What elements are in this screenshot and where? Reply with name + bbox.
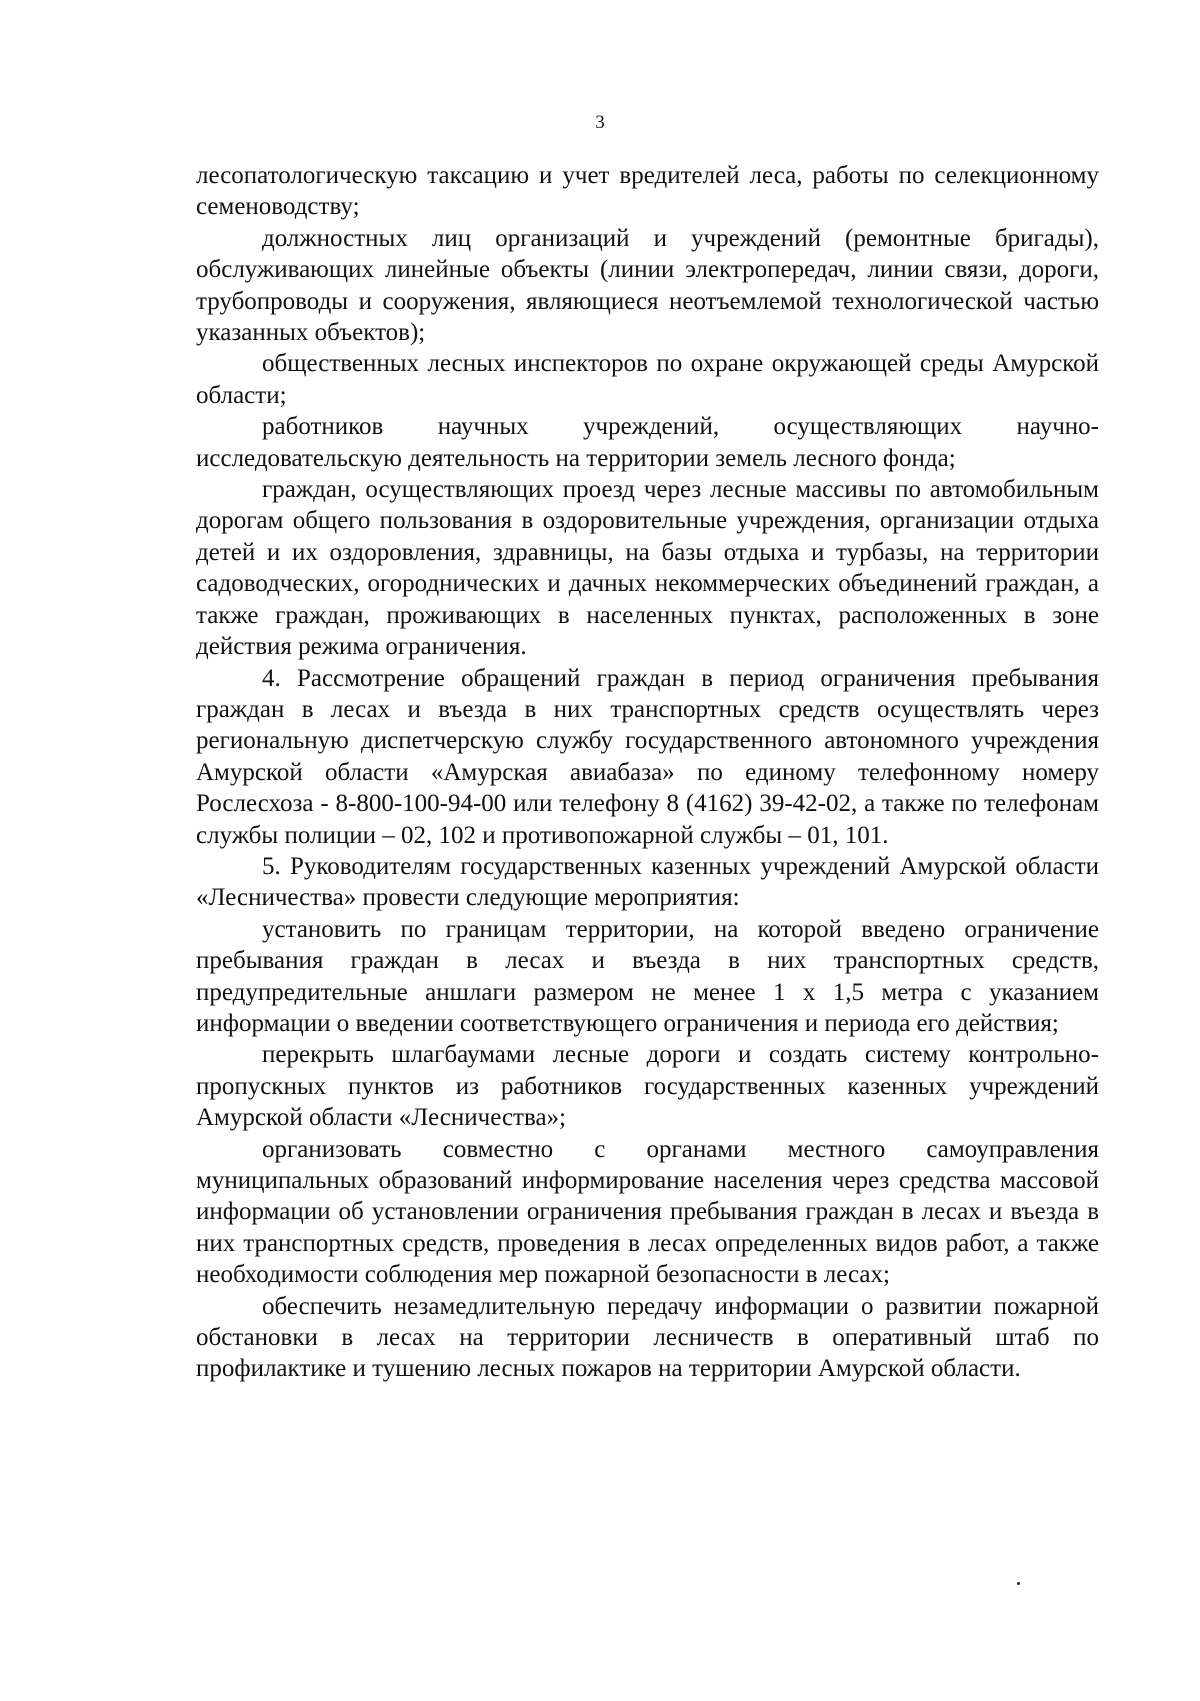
paragraph-item-4-appeals: 4. Рассмотрение обращений граждан в период ограничения пребывания граждан в лесах и въезда в них транспортных средств осуществлять через региональную диспетчерскую службу государственного автономного учреждения Амурской области «Амурская авиабаза» по единому телефонному номеру Рослесхоза - 8-800-100-94-00 или телефону 8 (4162) 39-42-02, а также по телефонам службы полиции – 02, 102 и противопожарной службы – 01, 101. [196,664,1099,849]
paragraph-researchers: работников научных учреждений, осуществляющих научно-исследовательскую деятельность на территории земель лесного фонда; [196,413,1099,472]
paragraph-citizens-travel: граждан, осуществляющих проезд через лесные массивы по автомобильным дорогам общего пользования в оздоровительные учреждения, организации отдыха детей и их оздоровления, здравницы, на базы отдыха и турбазы, на территории садоводческих, огороднических и дачных некоммерческих объединений граждан, а также граждан, проживающих в населенных пунктах, расположенных в зоне действия режима ограничения. [196,476,1099,661]
page-number: 3 [595,112,605,133]
document-body [196,160,1099,1385]
paragraph-inform-public: организовать совместно с органами местного самоуправления муниципальных образований информирование населения через средства массовой информации об установлении ограничения пребывания граждан в лесах и въезда в них транспортных средств, проведения в лесах определенных видов работ, а также необходимости соблюдения мер пожарной безопасности в лесах; [196,1135,1099,1289]
paragraph-item-5-heads: 5. Руководителям государственных казенных учреждений Амурской области «Лесничества» провести следующие мероприятия: [196,852,1099,912]
paragraph-install-signs: установить по границам территории, на которой введено ограничение пребывания граждан в лесах и въезда в них транспортных средств, предупредительные аншлаги размером не менее 1 х 1,5 метра с указанием информации о введении соответствующего ограничения и периода его действия; [196,915,1099,1037]
paragraph-officials: должностных лиц организаций и учреждений (ремонтные бригады), обслуживающих линейные объекты (линии электропередач, линии связи, дороги, трубопроводы и сооружения, являющиеся неотъемлемой технологической частью указанных объектов); [196,224,1099,347]
paragraph-fire-reporting: обеспечить незамедлительную передачу информации о развитии пожарной обстановки в лесах на территории лесничеств в оперативный штаб по профилактике и тушению лесных пожаров на территории Амурской области. [196,1292,1099,1383]
paragraph-inspectors: общественных лесных инспекторов по охране окружающей среды Амурской области; [196,350,1099,409]
paragraph-forest-taxation: лесопатологическую таксацию и учет вредителей леса, работы по селекционному семеноводству; [196,162,1099,221]
paragraph-barriers: перекрыть шлагбаумами лесные дороги и создать систему контрольно-пропускных пунктов из работников государственных казенных учреждений Амурской области «Лесничества»; [196,1041,1099,1132]
scan-speck [1017,1582,1020,1585]
